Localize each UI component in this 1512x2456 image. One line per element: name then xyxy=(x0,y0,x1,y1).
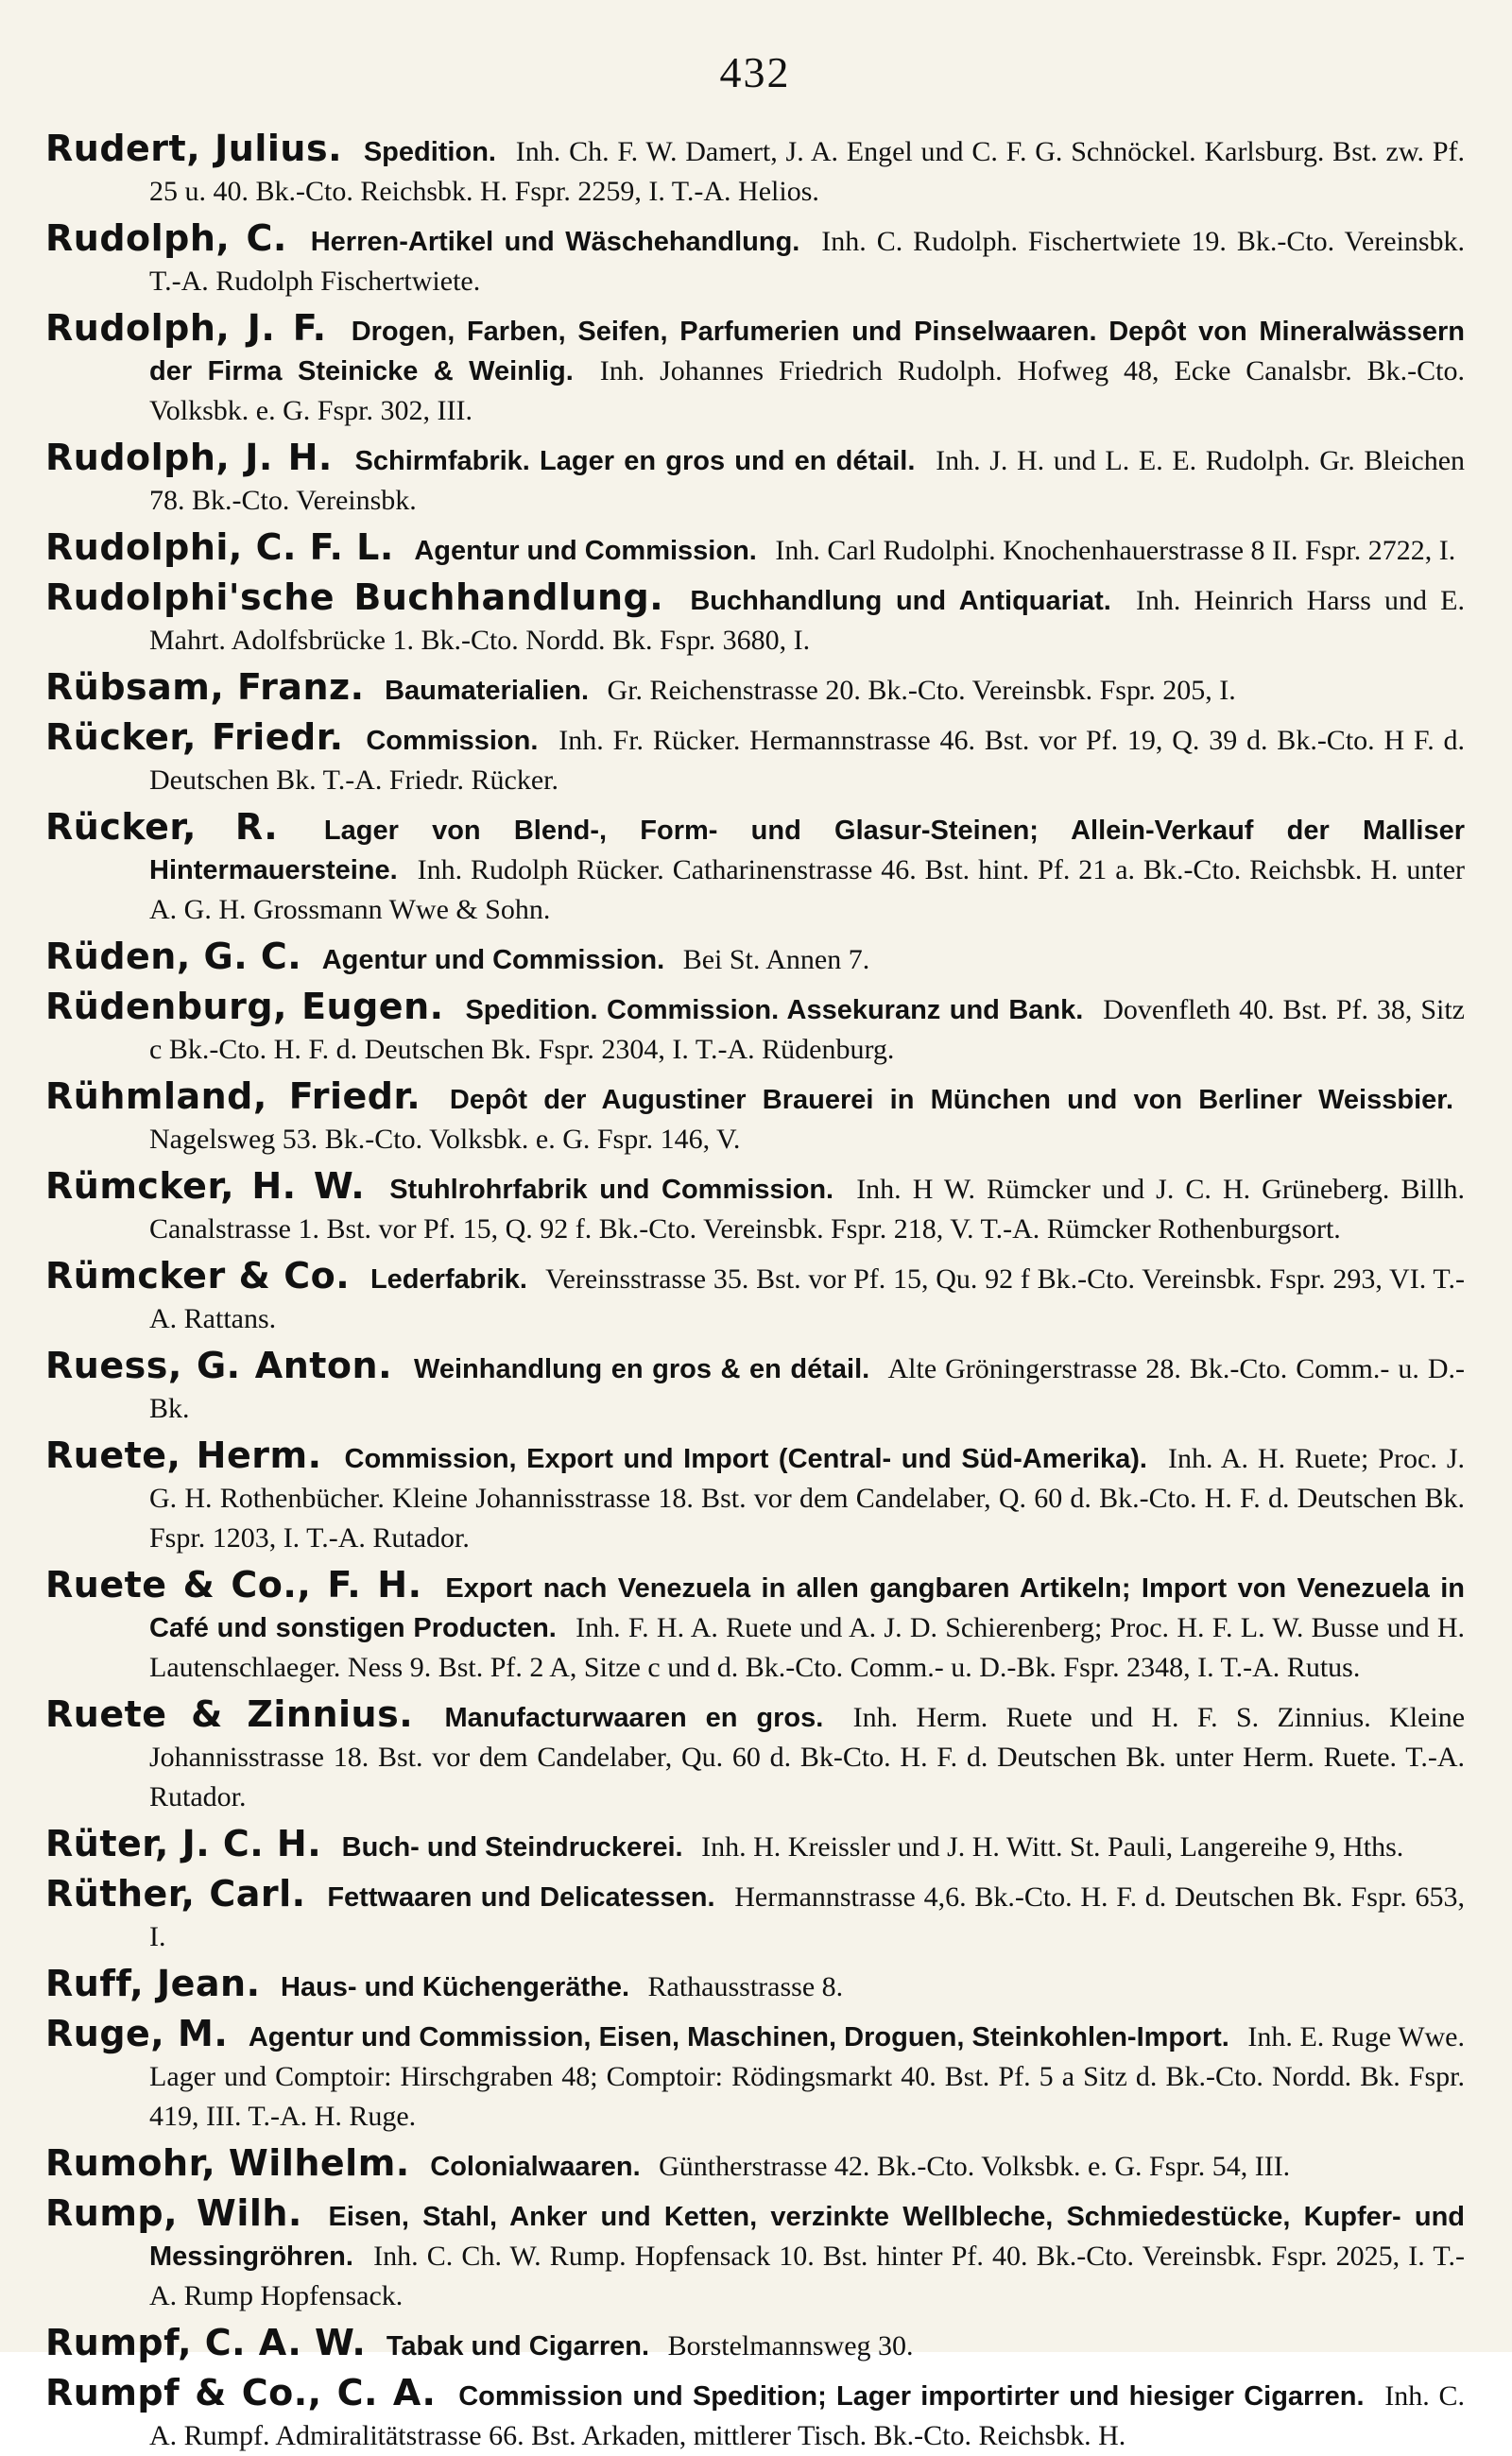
directory-entries xyxy=(45,129,1465,2456)
entry-business: Herren-Artikel und Wäschehandlung. xyxy=(310,227,800,257)
entry-business: Fettwaaren und Delicatessen. xyxy=(327,1882,715,1913)
entry-name: Rübsam, Franz. xyxy=(45,666,365,708)
entry-details: Inh. Rudolph Rücker. Catharinenstrasse 46. Bst. hint. Pf. 21 a. Bk.-Cto. Reichsbk. H. unter A. G. H. Grossmann Wwe & Sohn. xyxy=(149,854,1465,925)
directory-entry xyxy=(45,1166,1465,1249)
entry-name: Ruete & Co., F. H. xyxy=(45,1564,422,1606)
entry-details: Inh. Herm. Ruete und H. F. S. Zinnius. Kleine Johannisstrasse 18. Bst. vor dem Candelaber, Qu. 60 d. Bk-Cto. H. F. d. Deutschen Bk. unter Herm. Ruete. T.-A. Rutador. xyxy=(149,1702,1466,1812)
entry-business: Buchhandlung und Antiquariat. xyxy=(690,586,1111,616)
entry-details: Güntherstrasse 42. Bk.-Cto. Volksbk. e. G. Fspr. 54, III. xyxy=(659,2151,1291,2182)
entry-details: Inh. C. A. Rumpf. Admiralitätstrasse 66. Bst. Arkaden, mittlerer Tisch. Bk.-Cto. Reichsbk. H. xyxy=(149,2380,1466,2451)
entry-details: Bei St. Annen 7. xyxy=(682,944,870,975)
entry-details: Inh. J. H. und L. E. E. Rudolph. Gr. Bleichen 78. Bk.-Cto. Vereinsbk. xyxy=(149,445,1466,516)
entry-details: Borstelmannsweg 30. xyxy=(667,2330,914,2362)
entry-name: Rühmland, Friedr. xyxy=(45,1075,421,1117)
directory-entry xyxy=(45,218,1465,301)
entry-details: Rathausstrasse 8. xyxy=(647,1971,844,2002)
directory-entry xyxy=(45,577,1465,661)
entry-name: Rudolphi'sche Buchhandlung. xyxy=(45,576,664,618)
entry-business: Tabak und Cigarren. xyxy=(386,2331,650,2362)
entry-details: Alte Gröningerstrasse 28. Bk.-Cto. Comm.- u. D.-Bk. xyxy=(149,1353,1465,1424)
directory-entry xyxy=(45,1964,1465,2007)
directory-entry xyxy=(45,1694,1465,1817)
entry-business: Drogen, Farben, Seifen, Parfumerien und Pinselwaaren. Depôt von Mineralwässern der Firma Steinicke & Weinlig. xyxy=(149,317,1465,386)
directory-entry xyxy=(45,987,1465,1070)
entry-name: Rudert, Julius. xyxy=(45,128,343,169)
directory-entry xyxy=(45,1874,1465,1957)
entry-details: Inh. C. Rudolph. Fischertwiete 19. Bk.-Cto. Vereinsbk. T.-A. Rudolph Fischertwiete. xyxy=(149,226,1466,297)
entry-details: Vereinsstrasse 35. Bst. vor Pf. 15, Qu. 92 f Bk.-Cto. Vereinsbk. Fspr. 293, VI. T.-A. Rattans. xyxy=(149,1263,1465,1334)
entry-business: Schirmfabrik. Lager en gros und en détail. xyxy=(354,446,916,476)
entry-name: Rump, Wilh. xyxy=(45,2192,302,2234)
entry-business: Stuhlrohrfabrik und Commission. xyxy=(389,1175,834,1205)
directory-entry xyxy=(45,527,1465,571)
directory-entry xyxy=(45,717,1465,800)
entry-name: Ruess, G. Anton. xyxy=(45,1345,393,1386)
entry-name: Rudolph, J. H. xyxy=(45,437,333,478)
entry-name: Rücker, R. xyxy=(45,806,279,848)
entry-business: Lederfabrik. xyxy=(369,1264,527,1295)
directory-entry xyxy=(45,2014,1465,2137)
directory-entry xyxy=(45,667,1465,711)
directory-entry xyxy=(45,1076,1465,1159)
entry-details: Hermannstrasse 4,6. Bk.-Cto. H. F. d. Deutschen Bk. Fspr. 653, I. xyxy=(149,1881,1466,1952)
directory-entry xyxy=(45,1435,1465,1558)
entry-business: Spedition. Commission. Assekuranz und Bank. xyxy=(465,995,1084,1025)
entry-details: Inh. A. H. Ruete; Proc. J. G. H. Rothenbücher. Kleine Johannisstrasse 18. Bst. vor dem Candelaber, Q. 60 d. Bk.-Cto. H. F. d. Deutschen Bk. Fspr. 1203, I. T.-A. Rutador. xyxy=(149,1443,1466,1554)
entry-business: Haus- und Küchengeräthe. xyxy=(281,1972,630,2002)
entry-name: Rudolphi, C. F. L. xyxy=(45,526,394,568)
entry-details: Inh. Fr. Rücker. Hermannstrasse 46. Bst. vor Pf. 19, Q. 39 d. Bk.-Cto. H F. d. Deutschen Bk. T.-A. Friedr. Rücker. xyxy=(149,725,1466,796)
entry-name: Rüter, J. C. H. xyxy=(45,1823,322,1864)
entry-name: Rüden, G. C. xyxy=(45,936,302,977)
entry-business: Colonialwaaren. xyxy=(430,2152,641,2182)
entry-business: Agentur und Commission. xyxy=(321,945,665,975)
entry-business: Eisen, Stahl, Anker und Ketten, verzinkte Wellbleche, Schmiedestücke, Kupfer- und Messingröhren. xyxy=(149,2202,1465,2272)
entry-details: Inh. H. Kreissler und J. H. Witt. St. Pauli, Langereihe 9, Hths. xyxy=(701,1831,1404,1863)
directory-entry xyxy=(45,1565,1465,1688)
entry-name: Rumpf & Co., C. A. xyxy=(45,2372,437,2413)
entry-name: Ruete, Herm. xyxy=(45,1434,322,1476)
directory-entry xyxy=(45,2193,1465,2316)
entry-business: Baumaterialien. xyxy=(385,676,590,706)
entry-details: Inh. Ch. F. W. Damert, J. A. Engel und C. F. G. Schnöckel. Karlsburg. Bst. zw. Pf. 25 u. 40. Bk.-Cto. Reichsbk. H. Fspr. 2259, I. T.-A. Helios. xyxy=(149,136,1466,207)
entry-name: Rumohr, Wilhelm. xyxy=(45,2142,410,2184)
entry-name: Rumpf, C. A. W. xyxy=(45,2322,367,2363)
entry-name: Ruete & Zinnius. xyxy=(45,1693,414,1735)
entry-details: Nagelsweg 53. Bk.-Cto. Volksbk. e. G. Fspr. 146, V. xyxy=(149,1124,741,1155)
directory-entry xyxy=(45,308,1465,431)
entry-name: Rümcker & Co. xyxy=(45,1255,351,1297)
entry-business: Lager von Blend-, Form- und Glasur-Steinen; Allein-Verkauf der Malliser Hintermauersteine. xyxy=(149,816,1466,885)
entry-details: Gr. Reichenstrasse 20. Bk.-Cto. Vereinsbk. Fspr. 205, I. xyxy=(607,675,1236,706)
directory-entry xyxy=(45,1256,1465,1339)
directory-entry xyxy=(45,438,1465,521)
entry-details: Inh. F. H. A. Ruete und A. J. D. Schierenberg; Proc. H. F. L. W. Busse und H. Lautenschlaeger. Ness 9. Bst. Pf. 2 A, Sitze c und d. Bk.-Cto. Comm.- u. D.-Bk. Fspr. 2348, I. T.-A. Rutus. xyxy=(149,1612,1466,1683)
entry-name: Rudolph, C. xyxy=(45,217,287,259)
entry-business: Agentur und Commission, Eisen, Maschinen, Droguen, Steinkohlen-Import. xyxy=(248,2022,1229,2052)
entry-name: Rudolph, J. F. xyxy=(45,307,327,349)
directory-entry xyxy=(45,1824,1465,1867)
entry-business: Export nach Venezuela in allen gangbaren Artikeln; Import von Venezuela in Café und sonstigen Producten. xyxy=(149,1573,1466,1643)
entry-name: Rüdenburg, Eugen. xyxy=(45,986,444,1027)
directory-entry xyxy=(45,129,1465,212)
entry-business: Manufacturwaaren en gros. xyxy=(444,1703,824,1733)
entry-business: Commission und Spedition; Lager importirter und hiesiger Cigarren. xyxy=(458,2381,1365,2412)
entry-name: Rüther, Carl. xyxy=(45,1873,306,1915)
entry-business: Weinhandlung en gros & en détail. xyxy=(414,1354,870,1384)
page-number: 432 xyxy=(719,48,791,96)
entry-business: Spedition. xyxy=(363,137,496,167)
entry-details: Dovenfleth 40. Bst. Pf. 38, Sitz c Bk.-Cto. H. F. d. Deutschen Bk. Fspr. 2304, I. T.-A. Rüdenburg. xyxy=(149,994,1465,1065)
entry-business: Agentur und Commission. xyxy=(414,536,757,566)
entry-details: Inh. H W. Rümcker und J. C. H. Grüneberg. Billh. Canalstrasse 1. Bst. vor Pf. 15, Q. 92 f. Bk.-Cto. Vereinsbk. Fspr. 218, V. T.-A. Rümcker Rothenburgsort. xyxy=(149,1174,1465,1245)
entry-business: Depôt der Augustiner Brauerei in München und von Berliner Weissbier. xyxy=(449,1085,1453,1115)
entry-business: Commission. xyxy=(366,726,539,756)
directory-entry xyxy=(45,807,1465,930)
entry-name: Ruge, M. xyxy=(45,2013,229,2054)
directory-entry xyxy=(45,2143,1465,2187)
directory-entry xyxy=(45,1346,1465,1429)
entry-name: Rümcker, H. W. xyxy=(45,1165,366,1207)
entry-details: Inh. Johannes Friedrich Rudolph. Hofweg 48, Ecke Canalsbr. Bk.-Cto. Volksbk. e. G. Fspr. 302, III. xyxy=(149,355,1466,426)
entry-name: Ruff, Jean. xyxy=(45,1963,261,2004)
entry-name: Rücker, Friedr. xyxy=(45,716,344,758)
directory-entry xyxy=(45,2323,1465,2366)
entry-details: Inh. Carl Rudolphi. Knochenhauerstrasse 8 II. Fspr. 2722, I. xyxy=(775,535,1456,566)
entry-business: Buch- und Steindruckerei. xyxy=(341,1832,683,1863)
entry-details: Inh. E. Ruge Wwe. Lager und Comptoir: Hirschgraben 48; Comptoir: Rödingsmarkt 40. Bst. Pf. 5 a Sitz d. Bk.-Cto. Nordd. Bk. Fspr. 419, III. T.-A. H. Ruge. xyxy=(149,2021,1465,2132)
directory-entry xyxy=(45,2373,1465,2456)
entry-business: Commission, Export und Import (Central- und Süd-Amerika). xyxy=(344,1444,1147,1474)
entry-details: Inh. C. Ch. W. Rump. Hopfensack 10. Bst. hinter Pf. 40. Bk.-Cto. Vereinsbk. Fspr. 2025, I. T.-A. Rump Hopfensack. xyxy=(149,2241,1466,2311)
entry-details: Inh. Heinrich Harss und E. Mahrt. Adolfsbrücke 1. Bk.-Cto. Nordd. Bk. Fspr. 3680, I. xyxy=(149,585,1465,656)
directory-entry xyxy=(45,936,1465,980)
